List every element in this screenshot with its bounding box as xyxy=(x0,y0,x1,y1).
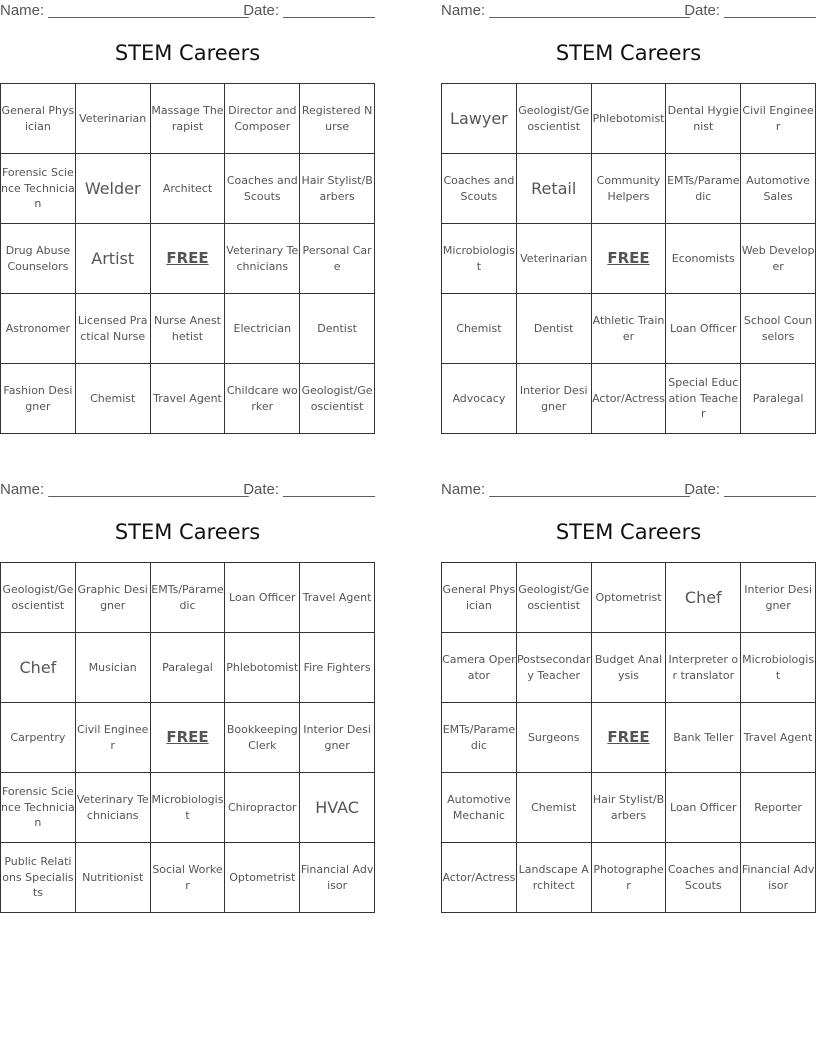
grid-cell: Geologist/Geoscientist xyxy=(300,364,375,434)
grid-cell: Loan Officer xyxy=(225,563,300,633)
date-field: Date: ___________ xyxy=(684,481,816,498)
grid-cell: School Counselors xyxy=(741,294,816,364)
grid-cell: Director and Composer xyxy=(225,84,300,154)
card-title: STEM Careers xyxy=(114,520,261,544)
grid-row xyxy=(1,563,375,633)
bingo-grid xyxy=(0,562,375,913)
grid-cell: Fire Fighters xyxy=(300,633,375,703)
free-space-cell: FREE xyxy=(150,224,225,294)
grid-cell: Economists xyxy=(666,224,741,294)
grid-cell: Bank Teller xyxy=(666,703,741,773)
bingo-card xyxy=(0,0,375,413)
grid-cell: Veterinary Technicians xyxy=(225,224,300,294)
grid-cell: Dental Hygienist xyxy=(666,84,741,154)
card-header xyxy=(441,479,816,501)
grid-cell: Welder xyxy=(75,154,150,224)
grid-row xyxy=(1,773,375,843)
grid-cell: Chemist xyxy=(75,364,150,434)
grid-cell: Veterinarian xyxy=(75,84,150,154)
grid-cell: Civil Engineer xyxy=(75,703,150,773)
grid-cell: Nurse Anesthetist xyxy=(150,294,225,364)
grid-cell: Loan Officer xyxy=(666,773,741,843)
date-field: Date: ___________ xyxy=(243,481,375,498)
grid-cell: Forensic Science Technician xyxy=(1,154,76,224)
grid-cell: Veterinarian xyxy=(516,224,591,294)
grid-cell: Chemist xyxy=(442,294,517,364)
grid-row xyxy=(442,294,816,364)
name-field: Name: ________________________ xyxy=(441,481,690,498)
grid-cell: Travel Agent xyxy=(741,703,816,773)
grid-cell: Automotive Mechanic xyxy=(442,773,517,843)
grid-row xyxy=(1,843,375,913)
grid-cell: Actor/Actress xyxy=(442,843,517,913)
grid-row xyxy=(442,154,816,224)
grid-cell: Musician xyxy=(75,633,150,703)
grid-cell: Coaches and Scouts xyxy=(225,154,300,224)
grid-cell: Camera Operator xyxy=(442,633,517,703)
grid-cell: Public Relations Specialists xyxy=(1,843,76,913)
grid-cell: Interpreter or translator xyxy=(666,633,741,703)
grid-cell: Veterinary Technicians xyxy=(75,773,150,843)
grid-cell: Civil Engineer xyxy=(741,84,816,154)
grid-cell: Graphic Designer xyxy=(75,563,150,633)
grid-cell: Web Developer xyxy=(741,224,816,294)
bingo-grid xyxy=(0,83,375,434)
grid-cell: Massage Therapist xyxy=(150,84,225,154)
grid-cell: Bookkeeping Clerk xyxy=(225,703,300,773)
grid-cell: EMTs/Paramedic xyxy=(666,154,741,224)
grid-cell: HVAC xyxy=(300,773,375,843)
bingo-card xyxy=(441,0,816,421)
grid-cell: Phlebotomist xyxy=(225,633,300,703)
grid-cell: Chiropractor xyxy=(225,773,300,843)
grid-row xyxy=(442,563,816,633)
card-header xyxy=(0,0,375,22)
grid-row xyxy=(1,224,375,294)
grid-cell: Geologist/Geoscientist xyxy=(516,563,591,633)
grid-cell: Optometrist xyxy=(591,563,666,633)
grid-cell: Forensic Science Technician xyxy=(1,773,76,843)
grid-cell: Interior Designer xyxy=(300,703,375,773)
name-field: Name: ________________________ xyxy=(441,2,690,19)
grid-cell: Phlebotomist xyxy=(591,84,666,154)
grid-row xyxy=(442,703,816,773)
grid-cell: General Physician xyxy=(442,563,517,633)
card-title: STEM Careers xyxy=(555,520,702,544)
card-title: STEM Careers xyxy=(114,41,261,65)
grid-cell: Lawyer xyxy=(442,84,517,154)
grid-cell: Personal Care xyxy=(300,224,375,294)
grid-row xyxy=(1,633,375,703)
grid-cell: Chemist xyxy=(516,773,591,843)
grid-cell: Dentist xyxy=(300,294,375,364)
grid-cell: Registered Nurse xyxy=(300,84,375,154)
free-space-cell: FREE xyxy=(150,703,225,773)
grid-cell: Astronomer xyxy=(1,294,76,364)
grid-cell: Athletic Trainer xyxy=(591,294,666,364)
grid-cell: Community Helpers xyxy=(591,154,666,224)
grid-cell: Artist xyxy=(75,224,150,294)
date-field: Date: ___________ xyxy=(243,2,375,19)
bingo-grid xyxy=(441,562,816,913)
bingo-card xyxy=(441,479,816,892)
grid-cell: EMTs/Paramedic xyxy=(442,703,517,773)
grid-cell: Interior Designer xyxy=(741,563,816,633)
grid-cell: Budget Analysis xyxy=(591,633,666,703)
grid-cell: Advocacy xyxy=(442,364,517,434)
free-space-cell: FREE xyxy=(591,703,666,773)
bingo-card xyxy=(0,479,375,900)
grid-row xyxy=(1,154,375,224)
grid-cell: Hair Stylist/Barbers xyxy=(591,773,666,843)
grid-cell: Automotive Sales xyxy=(741,154,816,224)
grid-row xyxy=(1,703,375,773)
date-field: Date: ___________ xyxy=(684,2,816,19)
grid-cell: Interior Designer xyxy=(516,364,591,434)
grid-cell: Coaches and Scouts xyxy=(666,843,741,913)
free-space-cell: FREE xyxy=(591,224,666,294)
grid-cell: Social Worker xyxy=(150,843,225,913)
bingo-grid xyxy=(441,83,816,434)
card-header xyxy=(441,0,816,22)
grid-cell: Chef xyxy=(1,633,76,703)
grid-row xyxy=(442,773,816,843)
grid-cell: Reporter xyxy=(741,773,816,843)
grid-cell: Coaches and Scouts xyxy=(442,154,517,224)
grid-cell: Loan Officer xyxy=(666,294,741,364)
name-field: Name: ________________________ xyxy=(0,2,249,19)
grid-cell: EMTs/Paramedic xyxy=(150,563,225,633)
grid-cell: Nutritionist xyxy=(75,843,150,913)
grid-cell: Childcare worker xyxy=(225,364,300,434)
card-header xyxy=(0,479,375,501)
grid-cell: Drug Abuse Counselors xyxy=(1,224,76,294)
grid-row xyxy=(442,633,816,703)
grid-cell: Geologist/Geoscientist xyxy=(1,563,76,633)
grid-cell: Fashion Designer xyxy=(1,364,76,434)
grid-cell: Financial Advisor xyxy=(741,843,816,913)
grid-cell: Chef xyxy=(666,563,741,633)
grid-cell: General Physician xyxy=(1,84,76,154)
grid-cell: Financial Advisor xyxy=(300,843,375,913)
grid-cell: Microbiologist xyxy=(150,773,225,843)
grid-cell: Travel Agent xyxy=(150,364,225,434)
grid-cell: Geologist/Geoscientist xyxy=(516,84,591,154)
grid-cell: Microbiologist xyxy=(442,224,517,294)
grid-cell: Surgeons xyxy=(516,703,591,773)
grid-cell: Retail xyxy=(516,154,591,224)
card-title: STEM Careers xyxy=(555,41,702,65)
grid-cell: Architect xyxy=(150,154,225,224)
grid-row xyxy=(442,843,816,913)
grid-row xyxy=(442,364,816,434)
grid-row xyxy=(1,84,375,154)
grid-cell: Special Education Teacher xyxy=(666,364,741,434)
grid-row xyxy=(442,84,816,154)
grid-cell: Photographer xyxy=(591,843,666,913)
grid-row xyxy=(1,364,375,434)
grid-cell: Dentist xyxy=(516,294,591,364)
grid-cell: Postsecondary Teacher xyxy=(516,633,591,703)
grid-cell: Optometrist xyxy=(225,843,300,913)
grid-cell: Landscape Architect xyxy=(516,843,591,913)
grid-cell: Actor/Actress xyxy=(591,364,666,434)
grid-cell: Hair Stylist/Barbers xyxy=(300,154,375,224)
grid-cell: Microbiologist xyxy=(741,633,816,703)
grid-cell: Carpentry xyxy=(1,703,76,773)
grid-cell: Paralegal xyxy=(150,633,225,703)
grid-cell: Electrician xyxy=(225,294,300,364)
grid-cell: Paralegal xyxy=(741,364,816,434)
grid-row xyxy=(1,294,375,364)
name-field: Name: ________________________ xyxy=(0,481,249,498)
grid-cell: Licensed Practical Nurse xyxy=(75,294,150,364)
grid-cell: Travel Agent xyxy=(300,563,375,633)
grid-row xyxy=(442,224,816,294)
